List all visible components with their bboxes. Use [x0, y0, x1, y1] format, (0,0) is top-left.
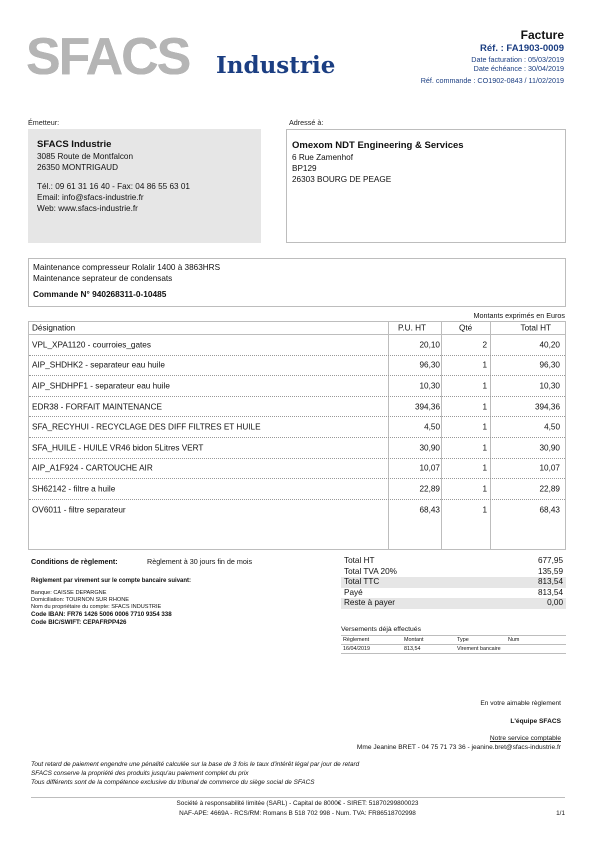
line-unit-price: 30,90: [419, 443, 440, 453]
line-total: 96,30: [539, 360, 560, 370]
currency-note: Montants exprimés en Euros: [473, 311, 565, 320]
accounting-service: Notre service comptable: [489, 735, 561, 742]
line-designation: AIP_SHDHK2 - separateur eau huile: [32, 360, 165, 370]
line-designation: AIP_A1F924 - CARTOUCHE AIR: [32, 463, 153, 473]
description-line1: Maintenance compresseur Rolalir 1400 à 3863HRS: [33, 263, 221, 272]
emitter-web: Web: www.sfacs-industrie.fr: [37, 204, 138, 213]
line-quantity: 1: [482, 422, 487, 432]
page-number: 1/1: [556, 810, 565, 817]
line-unit-price: 10,30: [419, 381, 440, 391]
total-row: [341, 567, 566, 578]
payments-header-amount: Montant: [404, 637, 424, 643]
total-value: 813,54: [537, 587, 563, 597]
total-row: [341, 556, 566, 567]
total-value: 677,95: [537, 556, 563, 565]
total-label: Payé: [344, 587, 363, 597]
emitter-name: SFACS Industrie: [37, 139, 112, 150]
line-total: 10,07: [539, 463, 560, 473]
line-total: 22,89: [539, 484, 560, 494]
emitter-label: Émetteur:: [28, 118, 60, 127]
legal-line3: Tous différents sont de la compétence exclusive du tribunal de commerce du siège social de SFACS: [31, 779, 315, 786]
total-value: 0,00: [547, 598, 563, 608]
line-total: 68,43: [539, 505, 560, 515]
line-quantity: 1: [482, 402, 487, 412]
total-row: [341, 598, 566, 609]
payments-header-date: Règlement: [343, 637, 370, 643]
emitter-box: [28, 129, 261, 243]
line-unit-price: 68,43: [419, 505, 440, 515]
bank-domiciliation: Domiciliation: TOURNON SUR RHONE: [31, 597, 130, 603]
line-designation: AIP_SHDHPF1 - separateur eau huile: [32, 381, 170, 391]
emitter-address1: 3085 Route de Montfalcon: [37, 152, 134, 161]
footer-line1: Société à responsabilité limitée (SARL) - Capital de 8000€ - SIRET: 51870299800023: [176, 800, 419, 807]
payments-table: [341, 635, 566, 654]
transfer-title: Règlement par virement sur le compte bancaire suivant:: [31, 578, 192, 584]
table-row: [29, 500, 565, 550]
header-total: Total HT: [520, 323, 551, 333]
total-row: [341, 588, 566, 599]
line-unit-price: 10,07: [419, 463, 440, 473]
line-unit-price: 96,30: [419, 360, 440, 370]
payment-conditions: [31, 557, 331, 627]
addressee-label: Adressé à:: [289, 118, 324, 127]
line-quantity: 1: [482, 505, 487, 515]
line-quantity: 1: [482, 463, 487, 473]
invoice-ref: Réf. : FA1903-0009: [480, 43, 564, 54]
description-box: [28, 258, 566, 307]
addressee-address3: 26303 BOURG DE PEAGE: [292, 175, 392, 184]
line-quantity: 1: [482, 484, 487, 494]
payment-type: Virement bancaire: [457, 646, 501, 652]
total-row: [341, 577, 566, 588]
invoice-title: Facture: [520, 28, 564, 42]
table-row: [29, 376, 565, 397]
line-designation: VPL_XPA1120 - courroies_gates: [32, 340, 151, 350]
addressee-box: [286, 129, 566, 243]
payments-made: [341, 626, 566, 654]
total-value: 135,59: [537, 566, 563, 576]
invoice-date: Date facturation : 05/03/2019: [471, 55, 564, 64]
line-designation: SFA_HUILE - HUILE VR46 bidon 5Litres VERT: [32, 443, 204, 453]
line-unit-price: 22,89: [419, 484, 440, 494]
payments-header-type: Type: [457, 637, 469, 643]
table-row: [29, 356, 565, 377]
line-quantity: 2: [482, 340, 487, 350]
total-label: Total HT: [344, 556, 375, 565]
line-unit-price: 20,10: [419, 340, 440, 350]
footer-divider: [31, 797, 565, 798]
logo-brand: SFACS: [26, 28, 190, 86]
invoice-lines-table: [28, 321, 566, 550]
bank-name: Banque: CAISSE DEPARGNE: [31, 590, 107, 596]
line-total: 40,20: [539, 340, 560, 350]
totals-box: [341, 556, 566, 609]
total-label: Total TVA 20%: [344, 566, 397, 576]
table-row: [29, 438, 565, 459]
account-owner: Nom du propriétaire du compte: SFACS INDUSTRIE: [31, 604, 162, 610]
invoice-header: [421, 29, 564, 85]
total-label: Total TTC: [344, 577, 380, 587]
line-designation: SH62142 - filtre a huile: [32, 484, 116, 494]
line-designation: EDR38 - FORFAIT MAINTENANCE: [32, 402, 162, 412]
header-designation: Désignation: [32, 323, 76, 333]
line-quantity: 1: [482, 381, 487, 391]
conditions-value: Règlement à 30 jours fin de mois: [147, 557, 253, 566]
payment-row: [341, 645, 566, 654]
line-total: 394,36: [534, 402, 560, 412]
table-header: [29, 322, 565, 335]
due-date: Date échéance : 30/04/2019: [473, 64, 564, 73]
payment-date: 16/04/2019: [343, 646, 370, 652]
footer-line2: NAF-APE: 4669A - RCS/RM: Romans B 518 702 998 - Num. TVA: FR86518702998: [179, 810, 416, 817]
header-quantity: Qté: [459, 323, 473, 333]
line-total: 4,50: [544, 422, 560, 432]
line-total: 30,90: [539, 443, 560, 453]
addressee-name: Omexom NDT Engineering & Services: [292, 140, 464, 151]
addressee-address1: 6 Rue Zamenhof: [292, 153, 353, 162]
closing-line: En votre aimable règlement: [480, 700, 561, 707]
conditions-label: Conditions de règlement:: [31, 557, 118, 566]
line-designation: SFA_RECYHUI - RECYCLAGE DES DIFF FILTRES ET HUILE: [32, 422, 261, 432]
closing-team: L'équipe SFACS: [510, 718, 561, 725]
line-designation: OV6011 - filtre separateur: [32, 505, 126, 515]
company-logo: [26, 28, 336, 87]
emitter-email: Email: info@sfacs-industrie.fr: [37, 193, 144, 202]
legal-line1: Tout retard de paiement engendre une pénalité calculée sur la base de 3 fois le taux d'intérêt légal par jour de retard: [31, 761, 360, 768]
line-total: 10,30: [539, 381, 560, 391]
line-quantity: 1: [482, 360, 487, 370]
emitter-phone: Tél.: 09 61 31 16 40 - Fax: 04 86 55 63 01: [37, 182, 190, 191]
line-unit-price: 4,50: [424, 422, 440, 432]
table-row: [29, 479, 565, 500]
table-row: [29, 417, 565, 438]
bic: Code BIC/SWIFT: CEPAFRPP426: [31, 619, 127, 626]
table-row: [29, 397, 565, 418]
accounting-contact: Mme Jeanine BRET - 04 75 71 73 36 - jeanine.bret@sfacs-industrie.fr: [356, 744, 561, 751]
table-row: [29, 459, 565, 480]
legal-line2: SFACS conserve la propriété des produits jusqu'au paiement complet du prix: [31, 770, 249, 777]
total-value: 813,54: [537, 577, 563, 587]
payments-title: Versements déjà effectués: [341, 626, 421, 633]
order-number: Commande N° 940268311-0-10485: [33, 289, 167, 299]
addressee-address2: BP129: [292, 164, 317, 173]
logo-suffix: Industrie: [216, 52, 336, 79]
line-quantity: 1: [482, 443, 487, 453]
payment-amount: 813,54: [404, 646, 421, 652]
emitter-address2: 26350 MONTRIGAUD: [37, 163, 118, 172]
line-unit-price: 394,36: [414, 402, 440, 412]
payments-header-num: Num: [508, 637, 520, 643]
payments-header: [341, 636, 566, 645]
total-label: Reste à payer: [344, 598, 395, 608]
legal-notice: [31, 760, 451, 787]
order-ref: Réf. commande : CO1902-0843 / 11/02/2019: [420, 76, 564, 85]
table-row: [29, 335, 565, 356]
header-unit-price: P.U. HT: [398, 323, 427, 333]
iban: Code IBAN: FR76 1426 5006 0006 7710 9354 338: [31, 611, 172, 618]
company-footer: [0, 799, 595, 819]
description-line2: Maintenance seprateur de condensats: [33, 274, 173, 283]
